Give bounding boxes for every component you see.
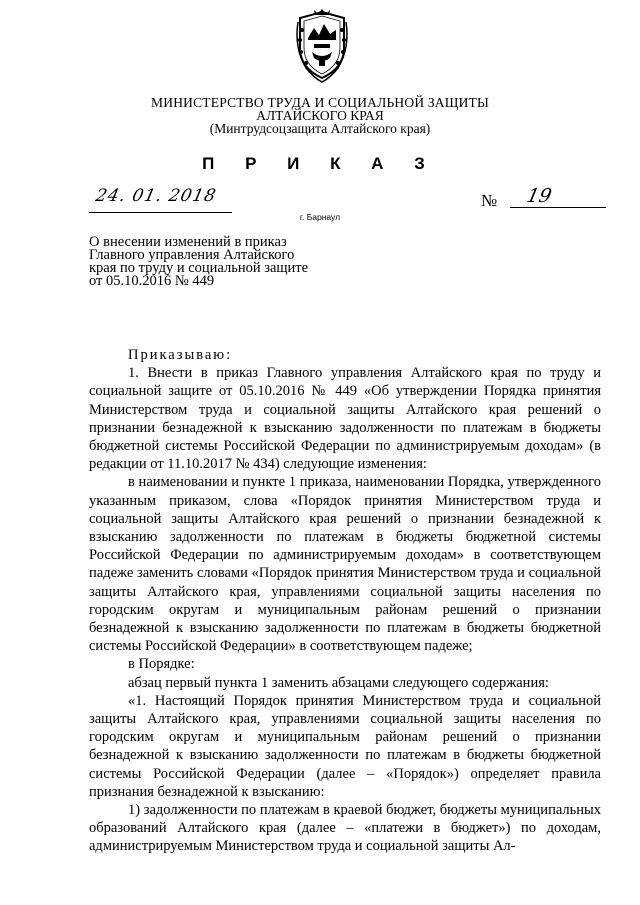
document-type-title: П Р И К А З (202, 154, 438, 173)
body-paragraph: «1. Настоящий Порядок принятия Министерством труда и социальной защиты Алтайского края, управлениями социальной защиты населения по городским округам и муниципальным районам решений о признании безнадежной к взысканию задолженности по платежам в бюджеты бюджетной системы Российской Федерации (далее – «Порядок») определяет правила признания безнадежной к взысканию: (89, 692, 601, 800)
body-paragraph: Приказываю: (128, 347, 233, 363)
subject-line: края по труду и социальной защите (89, 260, 309, 276)
document-number: 19 (524, 185, 554, 207)
number-label: № (481, 191, 498, 210)
body-paragraph: в наименовании и пункте 1 приказа, наименовании Порядка, утвержденного указанным приказом, слова «Порядок принятия Министерством труда и социальной защиты Алтайского края решений о признании безнадежной к взысканию задолженности по платежам в бюджеты бюджетной системы Российской Федерации по администрируемым доходам» в соответствующем падеже заменить словами «Порядок принятия Министерством труда и социальной защиты Алтайского края, управлениями социальной защиты населения по городским округам и муниципальным районам решений о признании безнадежной к взысканию задолженности по платежам в бюджеты бюджетной системы Российской Федерации» в соответствующем падеже; (89, 474, 601, 655)
document-subject (89, 236, 338, 288)
subject-line: от 05.10.2016 № 449 (89, 273, 215, 289)
ministry-short-name: (Минтрудсоцзащита Алтайского края) (209, 121, 431, 136)
subject-line: Главного управления Алтайского (89, 247, 295, 263)
body-paragraph: в Порядке: (128, 656, 195, 673)
document-date: 24. 01. 2018 (93, 186, 219, 206)
document-body (89, 346, 601, 856)
body-paragraph: абзац первый пункта 1 заменить абзацами следующего содержания: (128, 674, 549, 691)
ministry-name: МИНИСТЕРСТВО ТРУДА И СОЦИАЛЬНОЙ ЗАЩИТЫ (151, 95, 489, 110)
number-line (510, 207, 606, 208)
subject-line: О внесении изменений в приказ (89, 234, 287, 250)
ministry-region: АЛТАЙСКОГО КРАЯ (256, 108, 384, 123)
body-paragraph: 1. Внести в приказ Главного управления Алтайского края по труду и социальной защите от 05.10.2016 № 449 «Об утверждении Порядка принятия Министерством труда и социальной защиты Алтайского края решений о признании безнадежной к взысканию задолженности по платежам в бюджеты бюджетной системы Российской Федерации по администрируемым доходам» (в редакции от 11.10.2017 № 434) следующие изменения: (89, 365, 601, 473)
body-paragraph: 1) задолженности по платежам в краевой бюджет, бюджеты муниципальных образований Алтайского края (далее – «платежи в бюджет») по доходам, администрируемым Министерством труда и социальной защиты Ал- (89, 802, 601, 855)
coat-of-arms-icon (292, 8, 352, 84)
city: г. Барнаул (299, 212, 341, 222)
